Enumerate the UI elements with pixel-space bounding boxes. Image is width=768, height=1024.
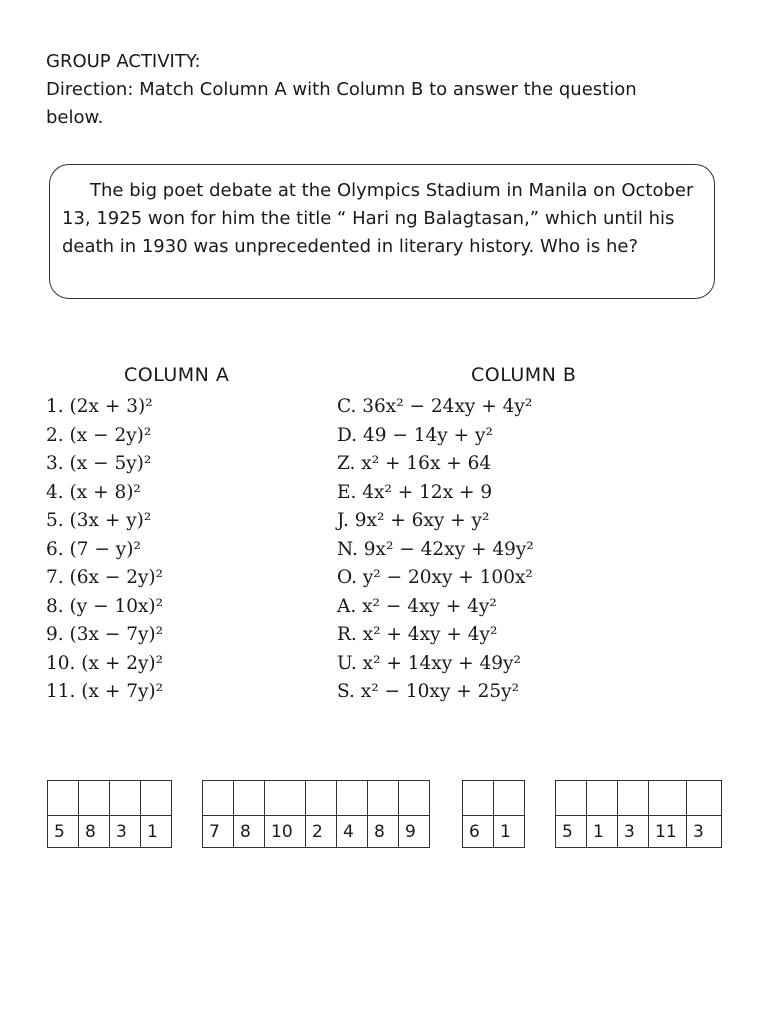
column-b-item: C. 36x² − 24xy + 4y² [337,396,533,417]
column-b-list [337,393,534,707]
answer-letter-cell[interactable] [48,781,79,816]
answer-letter-cell[interactable] [494,781,525,816]
answer-letter-cell[interactable] [79,781,110,816]
answer-letter-cell[interactable] [649,781,687,816]
answer-letter-cell[interactable] [141,781,172,816]
answer-number-cell: 5 [556,816,587,848]
column-a-heading: COLUMN A [124,364,230,386]
activity-header [46,48,736,132]
answer-number-cell: 1 [587,816,618,848]
answer-number-cell: 2 [306,816,337,848]
column-a-item: 8. (y − 10x)² [46,595,164,617]
column-b-item: S. x² − 10xy + 25y² [337,681,519,702]
answer-box-1 [47,780,172,848]
answer-letter-cell[interactable] [110,781,141,816]
answer-letter-cell[interactable] [337,781,368,816]
column-b-item: A. x² − 4xy + 4y² [337,595,497,617]
answer-box-2 [202,780,430,848]
column-b-item: Z. x² + 16x + 64 [337,453,492,474]
answer-number-cell: 11 [649,816,687,848]
answer-number-cell: 10 [265,816,306,848]
column-a-item: 9. (3x − 7y)² [46,624,164,645]
answer-letter-cell[interactable] [556,781,587,816]
answer-number-cell: 6 [463,816,494,848]
direction-line-2: below. [46,107,104,128]
column-b-item: O. y² − 20xy + 100x² [337,567,533,588]
answer-letter-cell[interactable] [368,781,399,816]
answer-box-3 [462,780,525,848]
activity-title: GROUP ACTIVITY: [46,51,201,72]
answer-number-cell: 4 [337,816,368,848]
answer-letter-cell[interactable] [265,781,306,816]
answer-box-4 [555,780,722,848]
column-b-item: U. x² + 14xy + 49y² [337,652,521,674]
column-b-heading: COLUMN B [471,364,577,386]
answer-number-cell: 3 [687,816,722,848]
question-box [49,164,715,299]
answer-number-cell: 3 [110,816,141,848]
answer-number-cell: 3 [618,816,649,848]
question-text: The big poet debate at the Olympics Stadium in Manila on October 13, 1925 won for him the title “ Hari ng Balagtasan,” which until his death in 1930 was unprecedented in literary history. Who is he? [62,180,694,257]
answer-letter-cell[interactable] [587,781,618,816]
column-a-item: 3. (x − 5y)² [46,453,152,474]
column-b-item: R. x² + 4xy + 4y² [337,624,498,645]
column-a-item: 6. (7 − y)² [46,538,141,560]
column-a-item: 11. (x + 7y)² [46,681,164,702]
column-b-item: E. 4x² + 12x + 9 [337,481,493,503]
answer-letter-cell[interactable] [463,781,494,816]
column-a-list [46,393,163,707]
answer-number-cell: 1 [141,816,172,848]
answer-letter-cell[interactable] [399,781,430,816]
column-b-item: D. 49 − 14y + y² [337,424,493,446]
column-b-item: N. 9x² − 42xy + 49y² [337,538,534,560]
answer-letter-cell[interactable] [687,781,722,816]
answer-number-cell: 7 [203,816,234,848]
column-a-item: 10. (x + 2y)² [46,652,164,674]
direction-line-1: Direction: Match Column A with Column B to answer the question [46,79,637,100]
answer-number-cell: 1 [494,816,525,848]
column-a-item: 5. (3x + y)² [46,510,152,531]
column-b-item: J. 9x² + 6xy + y² [337,510,490,531]
answer-letter-cell[interactable] [234,781,265,816]
column-a-item: 7. (6x − 2y)² [46,567,164,588]
answer-number-cell: 8 [368,816,399,848]
answer-number-cell: 8 [234,816,265,848]
answer-letter-cell[interactable] [203,781,234,816]
answer-number-cell: 9 [399,816,430,848]
answer-letter-cell[interactable] [618,781,649,816]
column-a-item: 2. (x − 2y)² [46,424,152,446]
answer-number-cell: 5 [48,816,79,848]
answer-letter-cell[interactable] [306,781,337,816]
column-a-item: 1. (2x + 3)² [46,396,153,417]
answer-number-cell: 8 [79,816,110,848]
column-a-item: 4. (x + 8)² [46,481,141,503]
